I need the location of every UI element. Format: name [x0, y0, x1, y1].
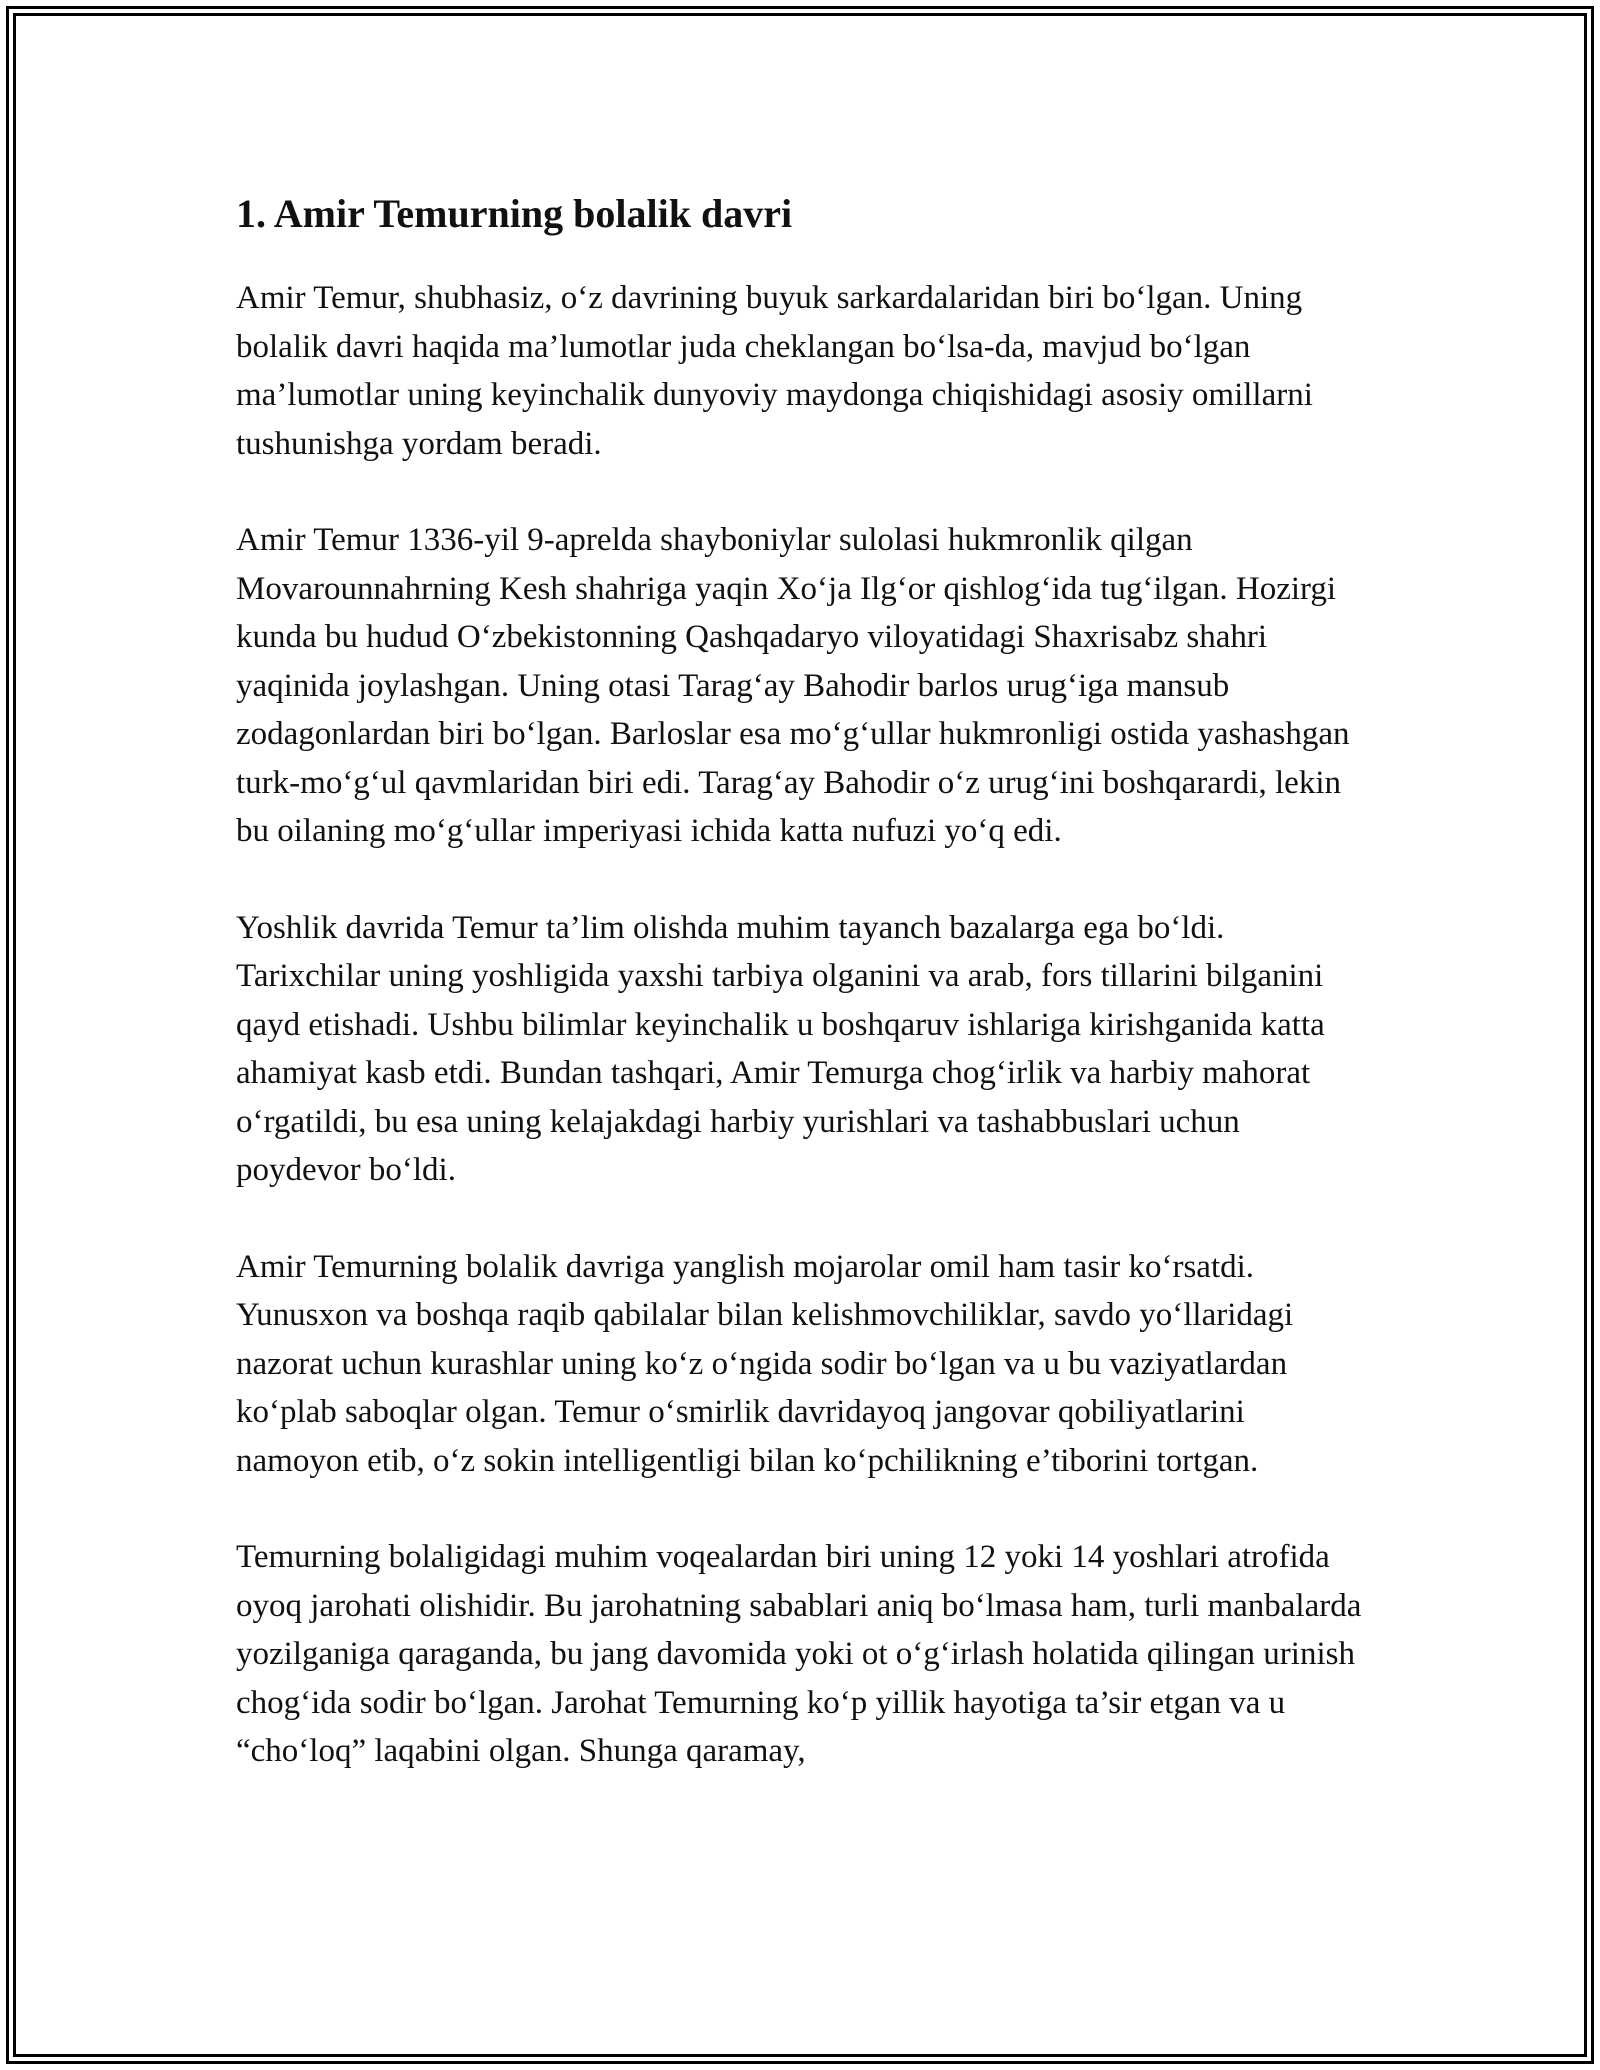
paragraph-1: Amir Temur, shubhasiz, o‘z davrining buyuk sarkardalaridan biri bo‘lgan. Uning bolalik davri haqida ma’lumotlar juda cheklangan bo‘lsa-da, mavjud bo‘lgan ma’lumotlar uning keyinchalik dunyoviy maydonga chiqishidagi asosiy omillarni tushunishga yordam beradi. [236, 280, 1313, 462]
paragraph-3: Yoshlik davrida Temur ta’lim olishda muhim tayanch bazalarga ega bo‘ldi. Tarixchilar uning yoshligida yaxshi tarbiya olganini va arab, fors tillarini bilganini qayd etishadi. Ushbu bilimlar keyinchalik u boshqaruv ishlariga kirishganida katta ahamiyat kasb etdi. Bundan tashqari, Amir Temurga chog‘irlik va harbiy mahorat o‘rgatildi, bu esa uning kelajakdagi harbiy yurishlari va tashabbuslari uchun poydevor bo‘ldi. [236, 909, 1325, 1188]
paragraph-5: Temurning bolaligidagi muhim voqealardan biri uning 12 yoki 14 yoshlari atrofida oyoq jarohati olishidir. Bu jarohatning sabablari aniq bo‘lmasa ham, turli manbalarda yozilganiga qaraganda, bu jang davomida yoki ot o‘g‘irlash holatida qilingan urinish chog‘ida sodir bo‘lgan. Jarohat Temurning ko‘p yillik hayotiga ta’sir etgan va u “cho‘loq” laqabini olgan. Shunga qaramay, [236, 1539, 1362, 1769]
document-body [236, 186, 1366, 1824]
paragraph-4: Amir Temurning bolalik davriga yanglish mojarolar omil ham tasir ko‘rsatdi. Yunusxon va boshqa raqib qabilalar bilan kelishmovchiliklar, savdo yo‘llaridagi nazorat uchun kurashlar uning ko‘z o‘ngida sodir bo‘lgan va u bu vaziyatlardan ko‘plab saboqlar olgan. Temur o‘smirlik davridayoq jangovar qobiliyatlarini namoyon etib, o‘z sokin intelligentligi bilan ko‘pchilikning e’tiborini tortgan. [236, 1248, 1294, 1479]
paragraph-2: Amir Temur 1336-yil 9-aprelda shayboniylar sulolasi hukmronlik qilgan Movarounnahrning Kesh shahriga yaqin Xo‘ja Ilg‘or qishlog‘ida tug‘ilgan. Hozirgi kunda bu hudud O‘zbekistonning Qashqadaryo viloyatidagi Shaxrisabz shahri yaqinida joylashgan. Uning otasi Tarag‘ay Bahodir barlos urug‘iga mansub zodagonlardan biri bo‘lgan. Barloslar esa mo‘g‘ullar hukmronligi ostida yashashgan turk-mo‘g‘ul qavmlaridan biri edi. Tarag‘ay Bahodir o‘z urug‘ini boshqarardi, lekin bu oilaning mo‘g‘ullar imperiyasi ichida katta nufuzi yo‘q edi. [236, 522, 1350, 849]
section-heading: 1. Amir Temurning bolalik davri [236, 191, 793, 236]
